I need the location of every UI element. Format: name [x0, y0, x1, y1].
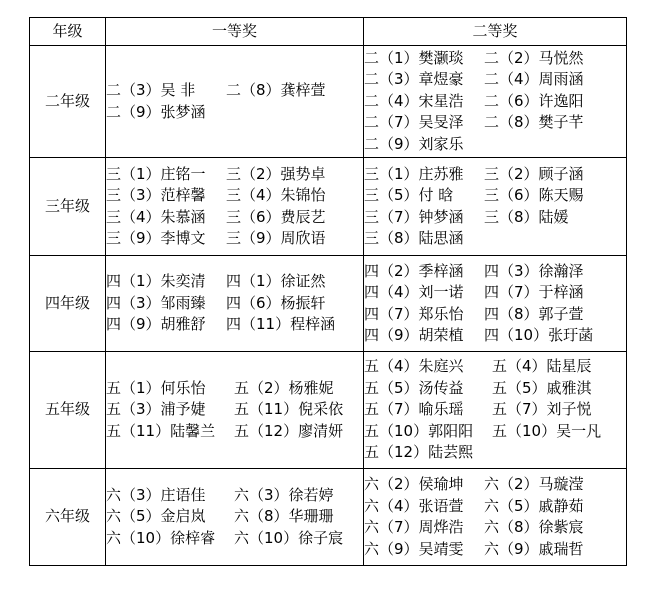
winner-name: 五（2）杨雅妮 [234, 378, 334, 397]
winner-name: 二（2）马悦然 [484, 48, 584, 67]
winner-name: 三（9）周欣语 [226, 229, 326, 247]
winner-line [106, 271, 363, 293]
second-prize-cell [364, 158, 627, 256]
winner-name: 五（5）戚雅淇 [492, 378, 592, 397]
grade-label: 五年级 [30, 352, 106, 469]
winner-name: 四（8）郭子萱 [484, 304, 584, 323]
winner-name: 五（5）汤传益 [364, 378, 464, 397]
winner-name: 六（3）徐若婷 [234, 485, 334, 504]
winner-name: 六（5）金启岚 [106, 507, 206, 526]
winner-line [364, 282, 626, 304]
winner-name: 四（10）张玗菡 [484, 326, 594, 344]
winner-name: 二（8）樊子芊 [484, 113, 584, 132]
winner-name: 六（4）张语萱 [364, 496, 464, 515]
winner-name: 三（4）朱锦怡 [226, 186, 326, 204]
winner-line [364, 207, 626, 229]
winner-line [106, 102, 363, 124]
winner-name: 六（3）庄语佳 [106, 485, 206, 504]
winner-name: 五（4）陆星辰 [492, 357, 592, 376]
winner-name: 三（8）陆媛 [484, 207, 569, 226]
winner-line [106, 164, 363, 186]
first-prize-cell [106, 352, 364, 469]
winner-name: 二（4）周雨涵 [484, 70, 584, 89]
winner-name: 五（3）浦予婕 [106, 400, 206, 419]
winner-name: 二（7）吴旻泽 [364, 113, 464, 132]
header-first-prize: 一等奖 [106, 18, 364, 46]
winner-name: 二（3）章煜豪 [364, 70, 464, 89]
winner-name: 二（4）宋星浩 [364, 91, 464, 110]
winner-line [106, 185, 363, 207]
second-prize-cell [364, 469, 627, 566]
winner-name: 二（3）吴 非 [106, 81, 196, 99]
winner-line [364, 304, 626, 326]
winner-name: 二（6）许逸阳 [484, 91, 584, 110]
winner-name: 四（2）季梓涵 [364, 261, 464, 280]
winner-name: 五（1）何乐怡 [106, 378, 206, 397]
winner-name: 三（2）强势卓 [226, 164, 326, 183]
header-grade: 年级 [30, 18, 106, 46]
winner-line [106, 80, 363, 102]
winner-name: 三（1）庄苏雅 [364, 164, 464, 183]
winner-line [364, 399, 626, 421]
winner-name: 四（9）胡荣植 [364, 326, 464, 344]
grade-row [30, 352, 627, 469]
grade-row [30, 158, 627, 256]
winner-line [364, 474, 626, 496]
winner-name: 三（3）范梓馨 [106, 186, 206, 204]
winner-line [364, 421, 626, 443]
header-second-prize: 二等奖 [364, 18, 627, 46]
winner-name: 二（9）张梦涵 [106, 102, 206, 121]
winner-line [364, 325, 626, 347]
winner-line [106, 528, 363, 550]
grade-row [30, 256, 627, 352]
winner-name: 五（4）朱庭兴 [364, 357, 464, 376]
winner-name: 三（5）付 晗 [364, 186, 454, 204]
winner-name: 五（10）郭阳阳 [364, 421, 474, 440]
winner-name: 三（6）陈天赐 [484, 186, 584, 204]
winner-name: 二（8）龚梓萱 [226, 81, 326, 99]
winner-line [106, 314, 363, 336]
winner-name: 四（1）徐证然 [226, 272, 326, 291]
winner-name: 五（12）廖清妍 [234, 421, 344, 440]
winner-name: 四（11）程梓涵 [226, 315, 336, 334]
winner-name: 五（12）陆芸熙 [364, 443, 474, 462]
winner-line [364, 378, 626, 400]
winner-name: 四（4）刘一诺 [364, 283, 464, 301]
winner-name: 二（1）樊灏琰 [364, 48, 464, 67]
winner-name: 六（8）华珊珊 [234, 507, 334, 526]
winner-line [106, 207, 363, 229]
winner-name: 六（10）徐子宸 [234, 528, 344, 547]
winner-line [364, 356, 626, 378]
winner-line [364, 112, 626, 134]
winner-name: 三（8）陆思涵 [364, 229, 464, 247]
winner-name: 三（6）费辰艺 [226, 207, 326, 226]
winner-name: 四（3）徐瀚泽 [484, 261, 584, 280]
winner-line [364, 261, 626, 283]
winner-name: 六（2）马璇滢 [484, 475, 584, 493]
first-prize-cell [106, 469, 364, 566]
winner-line [364, 164, 626, 186]
awards-table [29, 17, 627, 566]
winner-name: 三（9）李博文 [106, 229, 206, 247]
winner-name: 三（1）庄铭一 [106, 164, 206, 183]
header-row [30, 18, 627, 46]
winner-line [364, 134, 626, 156]
grade-label: 四年级 [30, 256, 106, 352]
winner-name: 六（2）侯瑜坤 [364, 475, 464, 493]
winner-line [106, 293, 363, 315]
winner-name: 五（11）倪采依 [234, 400, 344, 419]
winner-name: 四（3）邹雨臻 [106, 293, 206, 312]
winner-name: 二（9）刘家乐 [364, 134, 464, 153]
second-prize-cell [364, 46, 627, 158]
first-prize-cell [106, 46, 364, 158]
winner-name: 六（10）徐梓睿 [106, 528, 216, 547]
winner-name: 五（7）喻乐瑶 [364, 400, 464, 419]
winner-line [364, 517, 626, 539]
grade-label: 二年级 [30, 46, 106, 158]
winner-line [364, 228, 626, 250]
winner-line [364, 91, 626, 113]
winner-line [106, 378, 363, 400]
grade-label: 六年级 [30, 469, 106, 566]
winner-line [364, 442, 626, 464]
winner-line [106, 421, 363, 443]
second-prize-cell [364, 256, 627, 352]
winner-name: 四（9）胡雅舒 [106, 315, 206, 334]
winner-name: 三（7）钟梦涵 [364, 207, 464, 226]
winner-name: 四（1）朱奕清 [106, 272, 206, 291]
winner-name: 三（2）顾子涵 [484, 164, 584, 183]
winner-name: 六（9）戚瑞哲 [484, 539, 584, 558]
winner-name: 五（10）吴一凡 [492, 421, 602, 440]
winner-line [364, 69, 626, 91]
winner-line [364, 185, 626, 207]
winner-name: 六（5）戚静茹 [484, 496, 584, 515]
winner-name: 四（6）杨振轩 [226, 293, 326, 312]
awards-table-body [30, 46, 627, 566]
winner-line [106, 399, 363, 421]
grade-row [30, 469, 627, 566]
first-prize-cell [106, 256, 364, 352]
winner-name: 六（7）周烨浩 [364, 518, 464, 536]
winner-line [364, 48, 626, 70]
winner-name: 五（11）陆馨兰 [106, 421, 216, 440]
grade-row [30, 46, 627, 158]
winner-line [364, 496, 626, 518]
winner-name: 六（8）徐紫宸 [484, 518, 584, 536]
second-prize-cell [364, 352, 627, 469]
winner-name: 五（7）刘子悦 [492, 400, 592, 419]
winner-name: 四（7）郑乐怡 [364, 304, 464, 323]
winner-line [106, 506, 363, 528]
winner-name: 四（7）于梓涵 [484, 283, 584, 301]
winner-line [106, 228, 363, 250]
grade-label: 三年级 [30, 158, 106, 256]
winner-name: 三（4）朱慕涵 [106, 207, 206, 226]
first-prize-cell [106, 158, 364, 256]
winner-line [106, 485, 363, 507]
winner-line [364, 539, 626, 561]
winner-name: 六（9）吴靖雯 [364, 539, 464, 558]
